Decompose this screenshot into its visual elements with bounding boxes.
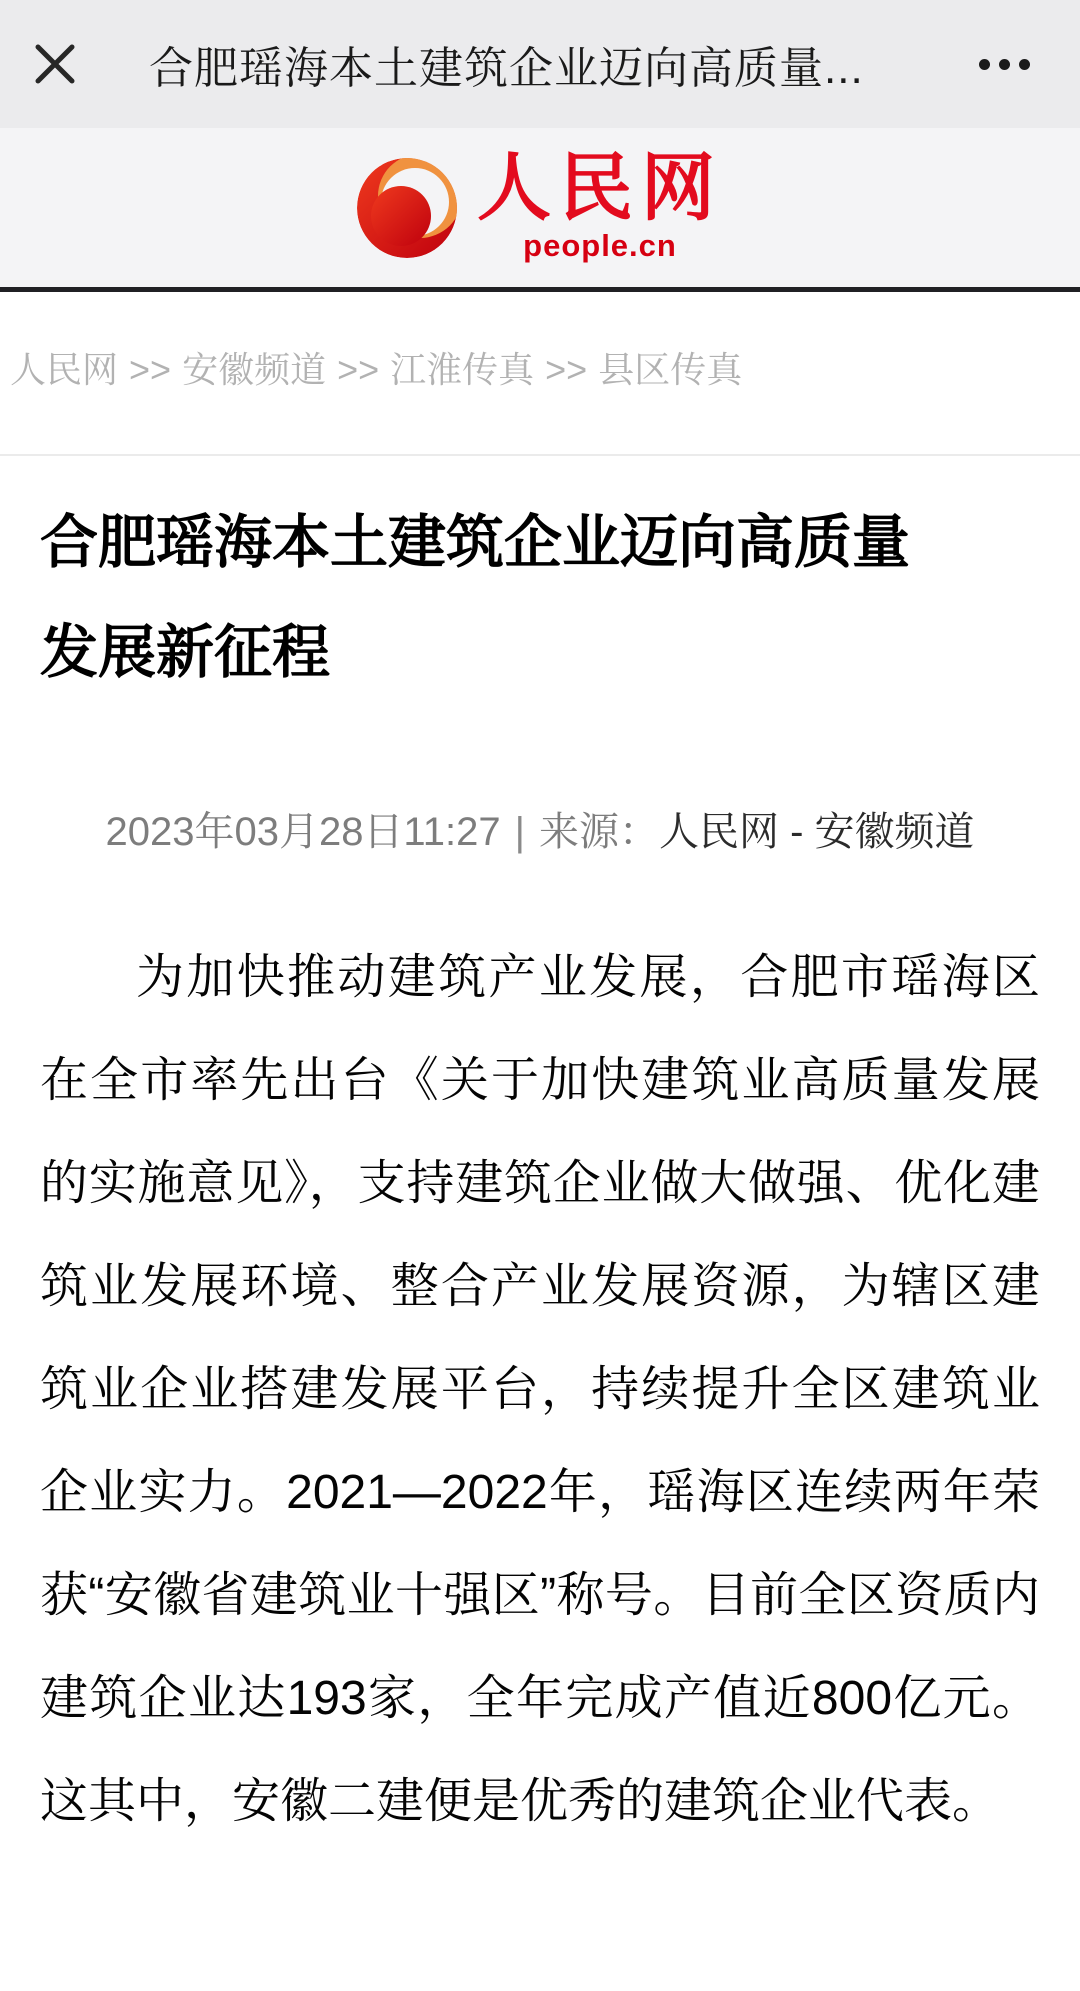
publish-time: 2023年03月28日11:27 [105,810,501,854]
article-meta [0,808,1080,856]
article-title-line-2: 发展新征程 [40,620,331,685]
topbar-title: 合肥瑶海本土建筑企业迈向高质量... [149,44,864,93]
breadcrumb-item-peoplecn[interactable]: 人民网 [10,349,119,390]
article-title [40,488,1040,708]
close-icon [35,44,75,84]
breadcrumb-item-xianqu[interactable]: 县区传真 [598,349,743,390]
source-name: 人民网 - 安徽频道 [658,810,975,854]
site-header [0,128,1080,287]
breadcrumb-separator: >> [129,349,172,390]
site-domain: people.cn [523,228,677,264]
section-divider [0,454,1080,456]
article-title-line-1: 合肥瑶海本土建筑企业迈向高质量 [40,510,911,575]
topbar [0,0,1080,128]
ellipsis-icon [979,59,1030,70]
breadcrumb-separator: >> [337,349,380,390]
breadcrumb-item-anhui-channel[interactable]: 安徽频道 [182,349,327,390]
source-label: 来源： [538,810,659,854]
more-button[interactable] [979,59,1030,70]
close-button[interactable] [33,42,77,86]
breadcrumb [0,292,1080,391]
peoplecn-logo-icon [357,158,457,258]
article [0,488,1080,1853]
peoplecn-logo[interactable] [357,147,723,265]
breadcrumb-separator: >> [545,349,588,390]
breadcrumb-item-jianghuai[interactable]: 江淮传真 [390,349,535,390]
site-name: 人民网 [477,147,723,230]
meta-separator: | [514,810,525,854]
article-paragraph: 为加快推动建筑产业发展，合肥市瑶海区在全市率先出台《关于加快建筑业高质量发展的实施意见》，支持建筑企业做大做强、优化建筑业发展环境、整合产业发展资源，为辖区建筑业企业搭建发展平台，持续提升全区建筑业企业实力。2021—2022年，瑶海区连续两年荣获“安徽省建筑业十强区”称号。目前全区资质内建筑企业达193家，全年完成产值近800亿元。这其中，安徽二建便是优秀的建筑企业代表。 [40,951,1040,1828]
